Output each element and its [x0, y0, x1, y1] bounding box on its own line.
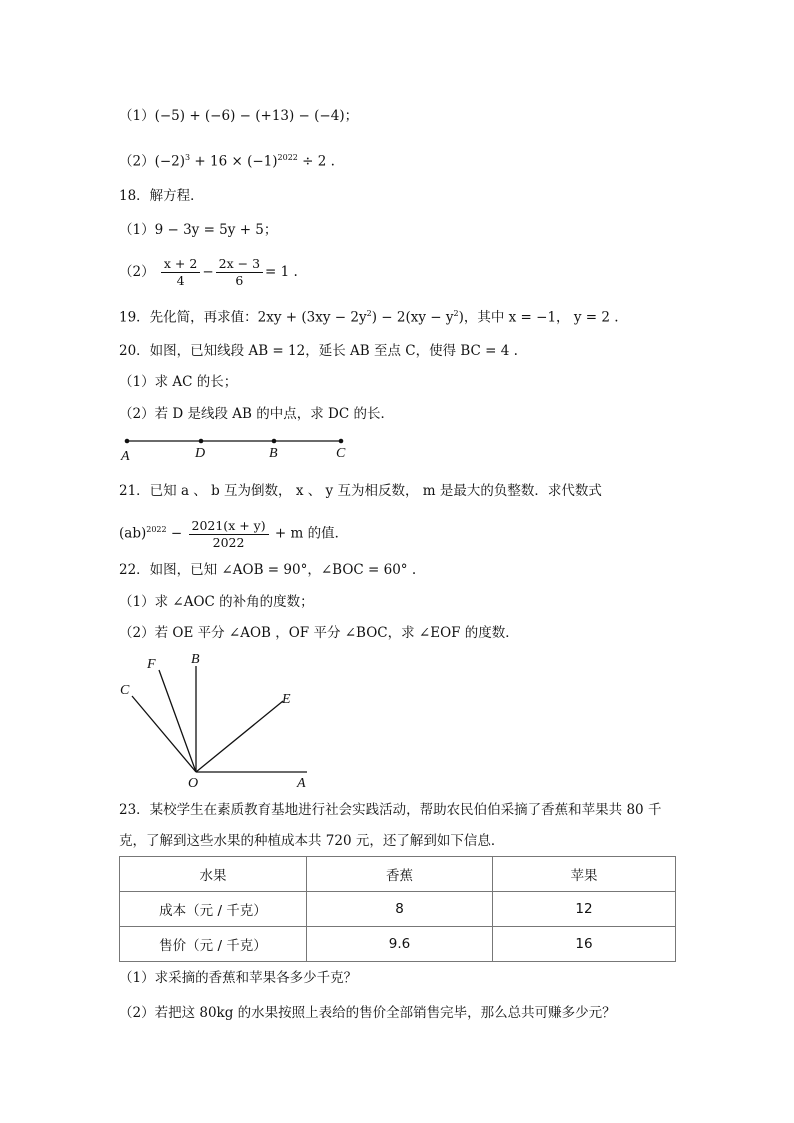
table-header-cell: 香蕉 — [307, 857, 493, 892]
q18-frac1-num: x + 2 — [161, 256, 200, 273]
q21-frac-num: 2021(x + y) — [189, 518, 269, 535]
label-c: C — [120, 683, 130, 698]
label-f: F — [147, 657, 156, 672]
ray-oc — [132, 696, 196, 772]
q21-end: + m 的值． — [270, 525, 349, 542]
label-b: B — [269, 446, 278, 461]
q21-fraction — [189, 518, 269, 551]
q21-frac-den: 2022 — [212, 534, 245, 550]
table-header-row — [120, 857, 676, 892]
q17-part2-b: + 16 × (−1) — [190, 153, 278, 170]
table-header-cell: 苹果 — [493, 857, 676, 892]
label-a: A — [297, 776, 306, 791]
q22-angle-figure — [112, 646, 322, 791]
table-cell: 12 — [493, 892, 676, 927]
q23-line1: 23．某校学生在素质教育基地进行社会实践活动，帮助农民伯伯采摘了香蕉和苹果共 80 千 — [119, 802, 662, 818]
q21-ab: (ab) — [119, 525, 147, 542]
table-row — [120, 927, 676, 962]
q17-exp1: 3 — [185, 153, 191, 162]
label-e: E — [282, 692, 291, 707]
table-cell: 8 — [307, 892, 493, 927]
q20-segment-figure — [110, 432, 360, 464]
q19-exp1: 2 — [366, 309, 372, 318]
label-a: A — [121, 449, 130, 464]
q22-title: 22．如图，已知 ∠AOB = 90°，∠BOC = 60° . — [119, 562, 417, 578]
q23-part1: （1）求采摘的香蕉和苹果各多少千克？ — [119, 970, 358, 986]
q22-part1: （1）求 ∠AOC 的补角的度数； — [119, 594, 314, 610]
point-d-dot — [199, 439, 204, 444]
q18-part2-label: （2） — [119, 264, 155, 280]
q23-part2: （2）若把这 80kg 的水果按照上表给的售价全部销售完毕，那么总共可赚多少元？ — [119, 1005, 616, 1021]
label-c: C — [336, 446, 346, 461]
q22-part2: （2）若 OE 平分 ∠AOB ，OF 平分 ∠BOC，求 ∠EOF 的度数． — [119, 625, 519, 641]
table-cell: 16 — [493, 927, 676, 962]
q17-part2 — [119, 148, 335, 172]
q19-exp2: 2 — [453, 309, 459, 318]
q21-line2 — [119, 513, 348, 551]
q19-b: ) − 2(xy − y — [371, 309, 454, 326]
q18-part2 — [119, 255, 298, 289]
ray-oe — [196, 701, 283, 772]
q19-c: )，其中 x = −1， y = 2 . — [458, 309, 619, 326]
point-a-dot — [125, 439, 130, 444]
q20-part2: （2）若 D 是线段 AB 的中点，求 DC 的长． — [119, 406, 394, 422]
q18-fraction-2 — [216, 256, 263, 289]
label-o: O — [188, 776, 199, 791]
q18-part2-end: = 1 . — [265, 264, 298, 280]
q17-part2-a: （2）(−2) — [119, 153, 186, 170]
ray-of — [159, 670, 196, 772]
q20-part1: （1）求 AC 的长； — [119, 374, 238, 390]
label-b: B — [191, 652, 200, 667]
q19-a: 19．先化简，再求值：2xy + (3xy − 2y — [119, 309, 367, 326]
q21-exp: 2022 — [146, 525, 167, 534]
q23-line2: 克，了解到这些水果的种植成本共 720 元，还了解到如下信息． — [119, 833, 505, 849]
point-c-dot — [339, 439, 344, 444]
q19-text — [119, 304, 619, 328]
q20-title: 20．如图，已知线段 AB = 12，延长 AB 至点 C，使得 BC = 4 . — [119, 343, 518, 359]
label-d: D — [195, 446, 206, 461]
q18-part1: （1）9 − 3y = 5y + 5； — [119, 222, 278, 238]
q18-frac2-den: 6 — [235, 273, 244, 288]
q17-part1: （1）(−5) + (−6) − (+13) − (−4)； — [119, 108, 359, 124]
q21-minus: − — [166, 525, 187, 542]
table-header-cell: 水果 — [120, 857, 307, 892]
q18-frac1-den: 4 — [176, 273, 185, 288]
q17-part2-c: ÷ 2 . — [297, 153, 335, 170]
table-cell: 成本（元 / 千克） — [120, 892, 307, 927]
table-row — [120, 892, 676, 927]
fruit-info-table — [119, 856, 676, 962]
q21-line1: 21．已知 a 、 b 互为倒数， x 、 y 互为相反数， m 是最大的负整数．求代数式 — [119, 483, 602, 499]
q18-frac2-num: 2x − 3 — [216, 256, 263, 273]
q18-fraction-1 — [161, 256, 200, 289]
table-cell: 售价（元 / 千克） — [120, 927, 307, 962]
q18-minus: − — [202, 264, 214, 280]
table-cell: 9.6 — [307, 927, 493, 962]
q17-exp2: 2022 — [277, 153, 298, 162]
point-b-dot — [272, 439, 277, 444]
q18-title: 18．解方程． — [119, 188, 204, 204]
